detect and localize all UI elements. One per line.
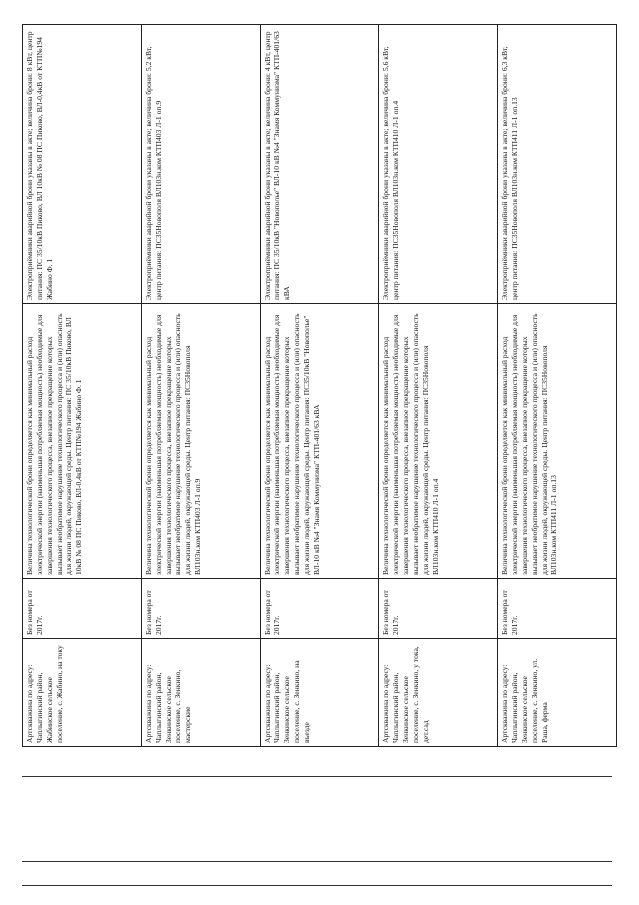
divider-line <box>22 861 612 862</box>
address-cell: Артскважина по адресу: Чаплыгинский район, Зенкинское сельское поселение, с. Зенкино, на въезде <box>260 639 379 747</box>
address-cell: Артскважина по адресу: Чаплыгинский район, Зенкинское сельское поселение, с. Зенкино, ул. Раша, ферма <box>498 639 617 747</box>
table-row <box>379 25 498 747</box>
rotated-table-wrapper <box>22 25 617 747</box>
description-cell: Величина технологической брони определяется как минимальный расход электрической энергии (наименьшая потребляемая мощность) необходимые для завершения технологического процесса, внезапное прекращение которых вызывает необратимое нарушение технологического процесса и (или) опасность для жизни людей, окружающей среды. Центр питания: ПС35Новополя ВЛ103н.ком КТП403 Л-1 оп.9 <box>141 304 260 579</box>
table-row <box>141 25 260 747</box>
emergency-reserve-cell: Электроприёмники аварийной брони указаны в акте; величина брони: 5,2 кВт, центр питания: ПС35Новополя ВЛ103н.ком КТП403 Л-1 оп.9 <box>141 25 260 304</box>
document-cell: Без номера от 2017г. <box>141 579 260 639</box>
address-cell: Артскважина по адресу: Чаплыгинский район, Жабинское сельское поселение, с. Жабино, на току <box>23 639 142 747</box>
emergency-reserve-cell: Электроприёмники аварийной брони указаны в акте; величина брони: 6,3 кВт, центр питания: ПС35Новополя ВЛ103н.ком КТП411 Л-1 оп.13 <box>498 25 617 304</box>
divider-line <box>22 885 612 886</box>
description-cell: Величина технологической брони определяется как минимальный расход электрической энергии (наименьшая потребляемая мощность) необходимые для завершения технологического процесса, внезапное прекращение которых вызывает необратимое нарушение технологического процесса и (или) опасность для жизни людей, окружающей среды. Центр питания: ПС35/10кВ "Новополье" ВЛ-10 кВ №4 "Знамя Коммунизма" КТП-401/63 кВА <box>260 304 379 579</box>
emergency-reserve-cell: Электроприёмники аварийной брони указаны в акте; величина брони: 5,6 кВт, центр питания: ПС35Новополя ВЛ103н.ком КТП410 Л-1 оп.4 <box>379 25 498 304</box>
emergency-reserve-cell: Электроприёмники аварийной брони указаны в акте; величина брони: 4 кВт, центр питания: ПС 35/10кВ "Новополье" ВЛ-10 кВ №4 "Знамя Коммунизма" КТП-401/63 кВА <box>260 25 379 304</box>
address-cell: Артскважина по адресу: Чаплыгинский район, Зенкинское сельское поселение, с. Зенкино, у тока, дет.сад <box>379 639 498 747</box>
document-cell: Без номера от 2017г. <box>498 579 617 639</box>
table-row <box>23 25 142 747</box>
document-cell: Без номера от 2017г. <box>23 579 142 639</box>
description-cell: Величина технологической брони определяется как минимальный расход электрической энергии (наименьшая потребляемая мощность) необходимые для завершения технологического процесса, внезапное прекращение которых вызывает необратимое нарушение технологического процесса и (или) опасность для жизни людей, окружающей среды. Центр питания: ПС 35/10кВ Пиково, ВЛ 10кВ № 08 ПС Пиково, ВЛ-0,4кВ от КТП№194 Жабино Ф. 1 <box>23 304 142 579</box>
document-cell: Без номера от 2017г. <box>379 579 498 639</box>
table-row <box>498 25 617 747</box>
table-row <box>260 25 379 747</box>
divider-line <box>22 776 612 777</box>
power-reserve-table <box>22 24 617 747</box>
description-cell: Величина технологической брони определяется как минимальный расход электрической энергии (наименьшая потребляемая мощность) необходимые для завершения технологического процесса, внезапное прекращение которых вызывает необратимое нарушение технологического процесса и (или) опасность для жизни людей, окружающей среды. Центр питания: ПС35Новополя ВЛ103н.ком КТП410 Л-1 оп.4 <box>379 304 498 579</box>
address-cell: Артскважина по адресу: Чаплыгинский район, Зенкинское сельское поселение, с. Зенкино, мастерские <box>141 639 260 747</box>
description-cell: Величина технологической брони определяется как минимальный расход электрической энергии (наименьшая потребляемая мощность) необходимые для завершения технологического процесса, внезапное прекращение которых вызывает необратимое нарушение технологического процесса и (или) опасность для жизни людей, окружающей среды. Центр питания: ПС35Новополя ВЛ103н.ком КТП411 Л-1 оп.13 <box>498 304 617 579</box>
emergency-reserve-cell: Электроприёмники аварийной брони указаны в акте; величина брони: 8 кВт, центр питания: ПС 35/10кВ Пиково, ВЛ 10кВ № 08 ПС Пиково, ВЛ-0,4кВ от КТП№194 Жабино Ф. 1 <box>23 25 142 304</box>
document-cell: Без номера от 2017г. <box>260 579 379 639</box>
